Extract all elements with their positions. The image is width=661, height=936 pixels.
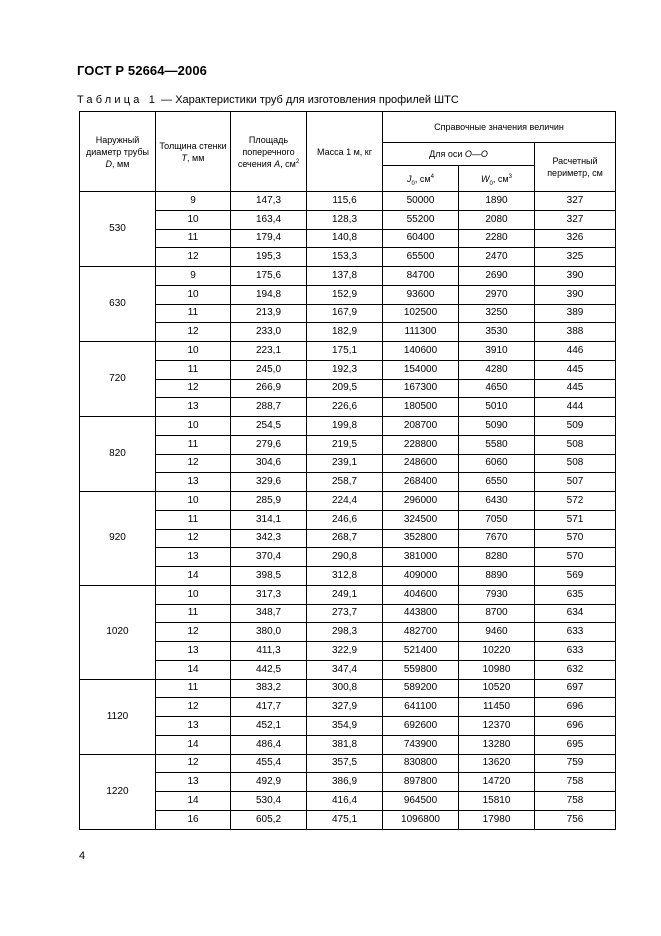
perimeter-cell: 445 xyxy=(535,379,616,398)
perimeter-cell: 632 xyxy=(535,660,616,679)
area-cell: 452,1 xyxy=(231,717,307,736)
table-row xyxy=(80,229,616,248)
caption-text: — Характеристики труб для изготовления профилей ШТС xyxy=(158,94,459,106)
thickness-cell: 12 xyxy=(156,454,231,473)
table-row xyxy=(80,660,616,679)
thickness-cell: 13 xyxy=(156,548,231,567)
table-row xyxy=(80,604,616,623)
diameter-cell: 820 xyxy=(80,417,156,492)
area-cell: 398,5 xyxy=(231,567,307,586)
perimeter-cell: 508 xyxy=(535,454,616,473)
j0-cell: 154000 xyxy=(383,360,459,379)
table-row xyxy=(80,567,616,586)
table-row xyxy=(80,810,616,829)
mass-cell: 354,9 xyxy=(307,717,383,736)
table-row xyxy=(80,323,616,342)
w0-cell: 2970 xyxy=(459,285,535,304)
perimeter-cell: 325 xyxy=(535,248,616,267)
thickness-cell: 13 xyxy=(156,473,231,492)
area-cell: 605,2 xyxy=(231,810,307,829)
header-axis: Для оси O—O xyxy=(383,143,535,166)
perimeter-cell: 444 xyxy=(535,398,616,417)
perimeter-cell: 388 xyxy=(535,323,616,342)
diameter-cell: 920 xyxy=(80,492,156,586)
perimeter-cell: 572 xyxy=(535,492,616,511)
mass-cell: 224,4 xyxy=(307,492,383,511)
table-row xyxy=(80,773,616,792)
perimeter-cell: 759 xyxy=(535,754,616,773)
w0-cell: 4280 xyxy=(459,360,535,379)
area-cell: 455,4 xyxy=(231,754,307,773)
mass-cell: 182,9 xyxy=(307,323,383,342)
thickness-cell: 13 xyxy=(156,398,231,417)
j0-cell: 296000 xyxy=(383,492,459,511)
mass-cell: 128,3 xyxy=(307,210,383,229)
w0-cell: 6550 xyxy=(459,473,535,492)
j0-cell: 50000 xyxy=(383,192,459,211)
perimeter-cell: 695 xyxy=(535,735,616,754)
mass-cell: 258,7 xyxy=(307,473,383,492)
diameter-cell: 1120 xyxy=(80,679,156,754)
perimeter-cell: 696 xyxy=(535,698,616,717)
w0-cell: 3250 xyxy=(459,304,535,323)
thickness-cell: 14 xyxy=(156,792,231,811)
j0-cell: 443800 xyxy=(383,604,459,623)
perimeter-cell: 507 xyxy=(535,473,616,492)
area-cell: 486,4 xyxy=(231,735,307,754)
j0-cell: 352800 xyxy=(383,529,459,548)
perimeter-cell: 445 xyxy=(535,360,616,379)
j0-cell: 55200 xyxy=(383,210,459,229)
area-cell: 195,3 xyxy=(231,248,307,267)
header-j0: $J_0$, $см^4$ xyxy=(383,166,459,192)
mass-cell: 381,8 xyxy=(307,735,383,754)
table-row xyxy=(80,623,616,642)
thickness-cell: 11 xyxy=(156,679,231,698)
area-cell: 304,6 xyxy=(231,454,307,473)
area-cell: 383,2 xyxy=(231,679,307,698)
area-cell: 370,4 xyxy=(231,548,307,567)
j0-cell: 102500 xyxy=(383,304,459,323)
area-cell: 530,4 xyxy=(231,792,307,811)
thickness-cell: 14 xyxy=(156,567,231,586)
perimeter-cell: 633 xyxy=(535,642,616,661)
mass-cell: 357,5 xyxy=(307,754,383,773)
mass-cell: 167,9 xyxy=(307,304,383,323)
mass-cell: 153,3 xyxy=(307,248,383,267)
diameter-cell: 630 xyxy=(80,267,156,342)
area-cell: 492,9 xyxy=(231,773,307,792)
w0-cell: 8700 xyxy=(459,604,535,623)
w0-cell: 2080 xyxy=(459,210,535,229)
thickness-cell: 11 xyxy=(156,304,231,323)
table-row xyxy=(80,398,616,417)
j0-cell: 964500 xyxy=(383,792,459,811)
perimeter-cell: 446 xyxy=(535,342,616,361)
j0-cell: 381000 xyxy=(383,548,459,567)
thickness-cell: 11 xyxy=(156,360,231,379)
area-cell: 288,7 xyxy=(231,398,307,417)
j0-cell: 641100 xyxy=(383,698,459,717)
j0-cell: 830800 xyxy=(383,754,459,773)
thickness-cell: 11 xyxy=(156,510,231,529)
thickness-cell: 10 xyxy=(156,285,231,304)
header-perimeter: Расчетный периметр, см xyxy=(535,143,616,192)
area-cell: 348,7 xyxy=(231,604,307,623)
w0-cell: 3530 xyxy=(459,323,535,342)
perimeter-cell: 509 xyxy=(535,417,616,436)
diameter-cell: 530 xyxy=(80,192,156,267)
area-cell: 342,3 xyxy=(231,529,307,548)
j0-cell: 324500 xyxy=(383,510,459,529)
thickness-cell: 16 xyxy=(156,810,231,829)
table-row xyxy=(80,210,616,229)
w0-cell: 5090 xyxy=(459,417,535,436)
perimeter-cell: 508 xyxy=(535,435,616,454)
mass-cell: 298,3 xyxy=(307,623,383,642)
table-row xyxy=(80,454,616,473)
table-row xyxy=(80,585,616,604)
area-cell: 411,3 xyxy=(231,642,307,661)
table-caption xyxy=(77,94,459,106)
area-cell: 317,3 xyxy=(231,585,307,604)
j0-cell: 404600 xyxy=(383,585,459,604)
mass-cell: 175,1 xyxy=(307,342,383,361)
w0-cell: 4650 xyxy=(459,379,535,398)
diameter-cell: 1220 xyxy=(80,754,156,829)
area-cell: 245,0 xyxy=(231,360,307,379)
perimeter-cell: 327 xyxy=(535,210,616,229)
thickness-cell: 11 xyxy=(156,229,231,248)
w0-cell: 17980 xyxy=(459,810,535,829)
thickness-cell: 11 xyxy=(156,604,231,623)
perimeter-cell: 569 xyxy=(535,567,616,586)
document-id: ГОСТ Р 52664—2006 xyxy=(77,63,207,78)
area-cell: 175,6 xyxy=(231,267,307,286)
table-row xyxy=(80,717,616,736)
mass-cell: 209,5 xyxy=(307,379,383,398)
mass-cell: 273,7 xyxy=(307,604,383,623)
j0-cell: 93600 xyxy=(383,285,459,304)
area-cell: 254,5 xyxy=(231,417,307,436)
table-row xyxy=(80,510,616,529)
mass-cell: 347,4 xyxy=(307,660,383,679)
mass-cell: 246,6 xyxy=(307,510,383,529)
perimeter-cell: 696 xyxy=(535,717,616,736)
table-row xyxy=(80,548,616,567)
diameter-cell: 720 xyxy=(80,342,156,417)
table-row xyxy=(80,360,616,379)
w0-cell: 7670 xyxy=(459,529,535,548)
area-cell: 279,6 xyxy=(231,435,307,454)
j0-cell: 228800 xyxy=(383,435,459,454)
area-cell: 417,7 xyxy=(231,698,307,717)
w0-cell: 2470 xyxy=(459,248,535,267)
perimeter-cell: 634 xyxy=(535,604,616,623)
area-cell: 163,4 xyxy=(231,210,307,229)
j0-cell: 559800 xyxy=(383,660,459,679)
perimeter-cell: 390 xyxy=(535,267,616,286)
caption-lead: Таблица 1 xyxy=(77,94,159,106)
table-row xyxy=(80,417,616,436)
perimeter-cell: 756 xyxy=(535,810,616,829)
w0-cell: 11450 xyxy=(459,698,535,717)
mass-cell: 219,5 xyxy=(307,435,383,454)
w0-cell: 13620 xyxy=(459,754,535,773)
j0-cell: 111300 xyxy=(383,323,459,342)
w0-cell: 5010 xyxy=(459,398,535,417)
area-cell: 179,4 xyxy=(231,229,307,248)
thickness-cell: 12 xyxy=(156,248,231,267)
table-row xyxy=(80,529,616,548)
w0-cell: 2280 xyxy=(459,229,535,248)
area-cell: 213,9 xyxy=(231,304,307,323)
table-row xyxy=(80,679,616,698)
j0-cell: 1096800 xyxy=(383,810,459,829)
j0-cell: 65500 xyxy=(383,248,459,267)
thickness-cell: 14 xyxy=(156,660,231,679)
mass-cell: 199,8 xyxy=(307,417,383,436)
header-mass: Масса 1 м, кг xyxy=(307,112,383,192)
mass-cell: 226,6 xyxy=(307,398,383,417)
j0-cell: 60400 xyxy=(383,229,459,248)
w0-cell: 12370 xyxy=(459,717,535,736)
w0-cell: 7930 xyxy=(459,585,535,604)
mass-cell: 475,1 xyxy=(307,810,383,829)
w0-cell: 7050 xyxy=(459,510,535,529)
table-row xyxy=(80,642,616,661)
perimeter-cell: 326 xyxy=(535,229,616,248)
mass-cell: 137,8 xyxy=(307,267,383,286)
thickness-cell: 12 xyxy=(156,754,231,773)
table-row xyxy=(80,698,616,717)
area-cell: 314,1 xyxy=(231,510,307,529)
w0-cell: 5580 xyxy=(459,435,535,454)
w0-cell: 8280 xyxy=(459,548,535,567)
mass-cell: 327,9 xyxy=(307,698,383,717)
j0-cell: 589200 xyxy=(383,679,459,698)
w0-cell: 15810 xyxy=(459,792,535,811)
w0-cell: 13280 xyxy=(459,735,535,754)
perimeter-cell: 758 xyxy=(535,792,616,811)
j0-cell: 482700 xyxy=(383,623,459,642)
w0-cell: 3910 xyxy=(459,342,535,361)
w0-cell: 6430 xyxy=(459,492,535,511)
header-w0: $W_0$, $см^3$ xyxy=(459,166,535,192)
mass-cell: 115,6 xyxy=(307,192,383,211)
mass-cell: 152,9 xyxy=(307,285,383,304)
thickness-cell: 10 xyxy=(156,417,231,436)
thickness-cell: 13 xyxy=(156,642,231,661)
w0-cell: 9460 xyxy=(459,623,535,642)
thickness-cell: 13 xyxy=(156,773,231,792)
j0-cell: 208700 xyxy=(383,417,459,436)
w0-cell: 10220 xyxy=(459,642,535,661)
table-row xyxy=(80,248,616,267)
table-row xyxy=(80,304,616,323)
mass-cell: 249,1 xyxy=(307,585,383,604)
j0-cell: 409000 xyxy=(383,567,459,586)
w0-cell: 10980 xyxy=(459,660,535,679)
area-cell: 147,3 xyxy=(231,192,307,211)
mass-cell: 290,8 xyxy=(307,548,383,567)
header-thickness: Толщина стенки T, мм xyxy=(156,112,231,192)
thickness-cell: 14 xyxy=(156,735,231,754)
mass-cell: 140,8 xyxy=(307,229,383,248)
table-row xyxy=(80,342,616,361)
header-diameter: Наружный диаметр трубы D, мм xyxy=(80,112,156,192)
header-area: Площадь поперечного сечения A, $см^2$ xyxy=(231,112,307,192)
area-cell: 266,9 xyxy=(231,379,307,398)
thickness-cell: 10 xyxy=(156,492,231,511)
w0-cell: 1890 xyxy=(459,192,535,211)
perimeter-cell: 389 xyxy=(535,304,616,323)
thickness-cell: 12 xyxy=(156,529,231,548)
j0-cell: 692600 xyxy=(383,717,459,736)
j0-cell: 521400 xyxy=(383,642,459,661)
table-row xyxy=(80,473,616,492)
table-row xyxy=(80,192,616,211)
thickness-cell: 13 xyxy=(156,717,231,736)
j0-cell: 84700 xyxy=(383,267,459,286)
table-row xyxy=(80,754,616,773)
perimeter-cell: 390 xyxy=(535,285,616,304)
table-row xyxy=(80,435,616,454)
table-row xyxy=(80,492,616,511)
mass-cell: 322,9 xyxy=(307,642,383,661)
thickness-cell: 12 xyxy=(156,323,231,342)
perimeter-cell: 327 xyxy=(535,192,616,211)
area-cell: 223,1 xyxy=(231,342,307,361)
perimeter-cell: 570 xyxy=(535,548,616,567)
table-row xyxy=(80,379,616,398)
j0-cell: 167300 xyxy=(383,379,459,398)
area-cell: 380,0 xyxy=(231,623,307,642)
w0-cell: 8890 xyxy=(459,567,535,586)
area-cell: 194,8 xyxy=(231,285,307,304)
w0-cell: 6060 xyxy=(459,454,535,473)
area-cell: 329,6 xyxy=(231,473,307,492)
area-cell: 285,9 xyxy=(231,492,307,511)
page-number: 4 xyxy=(79,850,86,862)
area-cell: 233,0 xyxy=(231,323,307,342)
table-row xyxy=(80,267,616,286)
j0-cell: 743900 xyxy=(383,735,459,754)
mass-cell: 192,3 xyxy=(307,360,383,379)
j0-cell: 268400 xyxy=(383,473,459,492)
table-row xyxy=(80,735,616,754)
j0-cell: 180500 xyxy=(383,398,459,417)
mass-cell: 300,8 xyxy=(307,679,383,698)
j0-cell: 140600 xyxy=(383,342,459,361)
mass-cell: 268,7 xyxy=(307,529,383,548)
thickness-cell: 11 xyxy=(156,435,231,454)
perimeter-cell: 697 xyxy=(535,679,616,698)
mass-cell: 386,9 xyxy=(307,773,383,792)
thickness-cell: 9 xyxy=(156,192,231,211)
perimeter-cell: 758 xyxy=(535,773,616,792)
mass-cell: 312,8 xyxy=(307,567,383,586)
perimeter-cell: 635 xyxy=(535,585,616,604)
pipe-characteristics-table xyxy=(79,111,616,830)
w0-cell: 10520 xyxy=(459,679,535,698)
thickness-cell: 12 xyxy=(156,698,231,717)
j0-cell: 897800 xyxy=(383,773,459,792)
thickness-cell: 10 xyxy=(156,585,231,604)
header-reference-values: Справочные значения величин xyxy=(383,112,616,143)
diameter-cell: 1020 xyxy=(80,585,156,679)
mass-cell: 239,1 xyxy=(307,454,383,473)
table-body xyxy=(80,192,616,830)
w0-cell: 2690 xyxy=(459,267,535,286)
thickness-cell: 12 xyxy=(156,623,231,642)
area-cell: 442,5 xyxy=(231,660,307,679)
thickness-cell: 10 xyxy=(156,342,231,361)
w0-cell: 14720 xyxy=(459,773,535,792)
table-row xyxy=(80,792,616,811)
thickness-cell: 12 xyxy=(156,379,231,398)
thickness-cell: 10 xyxy=(156,210,231,229)
table-row xyxy=(80,285,616,304)
perimeter-cell: 633 xyxy=(535,623,616,642)
thickness-cell: 9 xyxy=(156,267,231,286)
mass-cell: 416,4 xyxy=(307,792,383,811)
perimeter-cell: 570 xyxy=(535,529,616,548)
perimeter-cell: 571 xyxy=(535,510,616,529)
j0-cell: 248600 xyxy=(383,454,459,473)
